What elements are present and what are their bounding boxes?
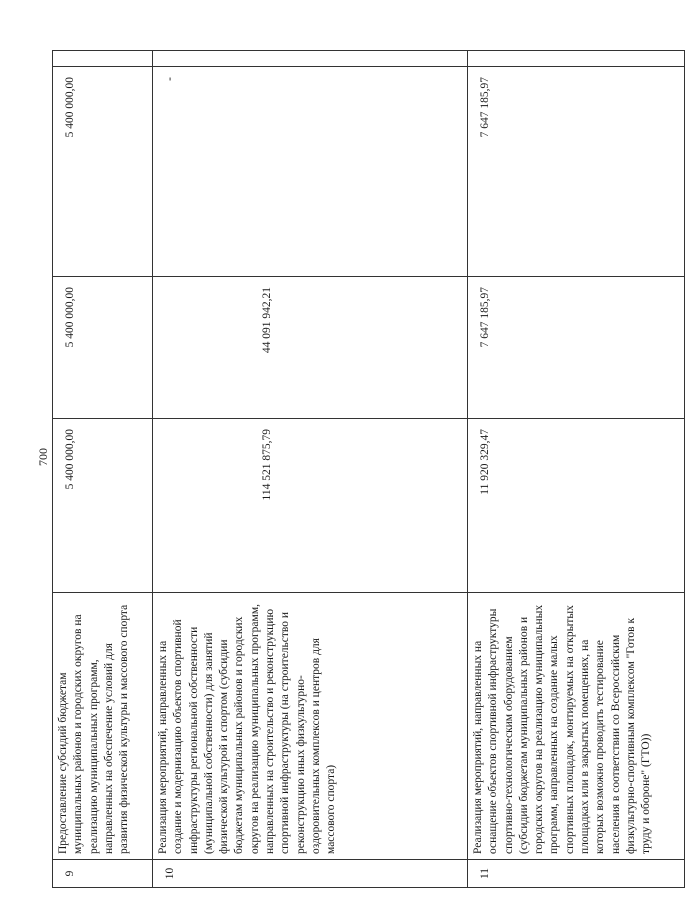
empty-cell [468,51,685,67]
value-cell: 44 091 942,21 [153,277,468,419]
budget-table [52,50,685,888]
empty-cell [153,51,468,67]
table-row [468,51,685,888]
row-description: Реализация мероприятий, направленных на создание и модернизацию объектов спортивной инфраструктуры региональной собственности (муниципальной собственности) для занятий физической культурой и спортом (субсидии бюджетам муниципальных районов и городских округов на реализацию муниципальных программ, направленных на строительство и реконструкцию спортивной инфраструктуры (на строительство и реконструкцию иных физкультурно-оздоровительных комплексов и центров для массового спорта) [153,593,468,860]
value-cell: 5 400 000,00 [53,67,153,277]
value-cell: - [153,67,468,277]
page-number: 700 [36,448,50,466]
table-row [53,51,153,888]
row-description: Предоставление субсидий бюджетам муниципальных районов и городских округов на реализацию муниципальных программ, направленных на обеспечение условий для развития физической культуры и массового спорта [53,593,153,860]
value-cell: 7 647 185,97 [468,67,685,277]
empty-cell [53,51,153,67]
table-row [153,51,468,888]
row-description: Реализация мероприятий, направленных на оснащение объектов спортивной инфраструктуры спортивно-технологическим оборудованием (субсидии бюджетам муниципальных районов и городских округов на реализацию муниципальных программ, направленных на создание малых спортивных площадок, монтируемых на открытых площадках или в закрытых помещениях, на которых возможно проводить тестирование населения в соответствии со Всероссийским физкультурно-спортивным комплексом "Готов к труду и обороне" (ГТО)) [468,593,685,860]
value-cell: 11 920 329,47 [468,419,685,593]
value-cell: 7 647 185,97 [468,277,685,419]
value-cell: 5 400 000,00 [53,419,153,593]
row-number: 10 [153,860,468,888]
value-cell: 114 521 875,79 [153,419,468,593]
value-cell: 5 400 000,00 [53,277,153,419]
row-number: 9 [53,860,153,888]
row-number: 11 [468,860,685,888]
